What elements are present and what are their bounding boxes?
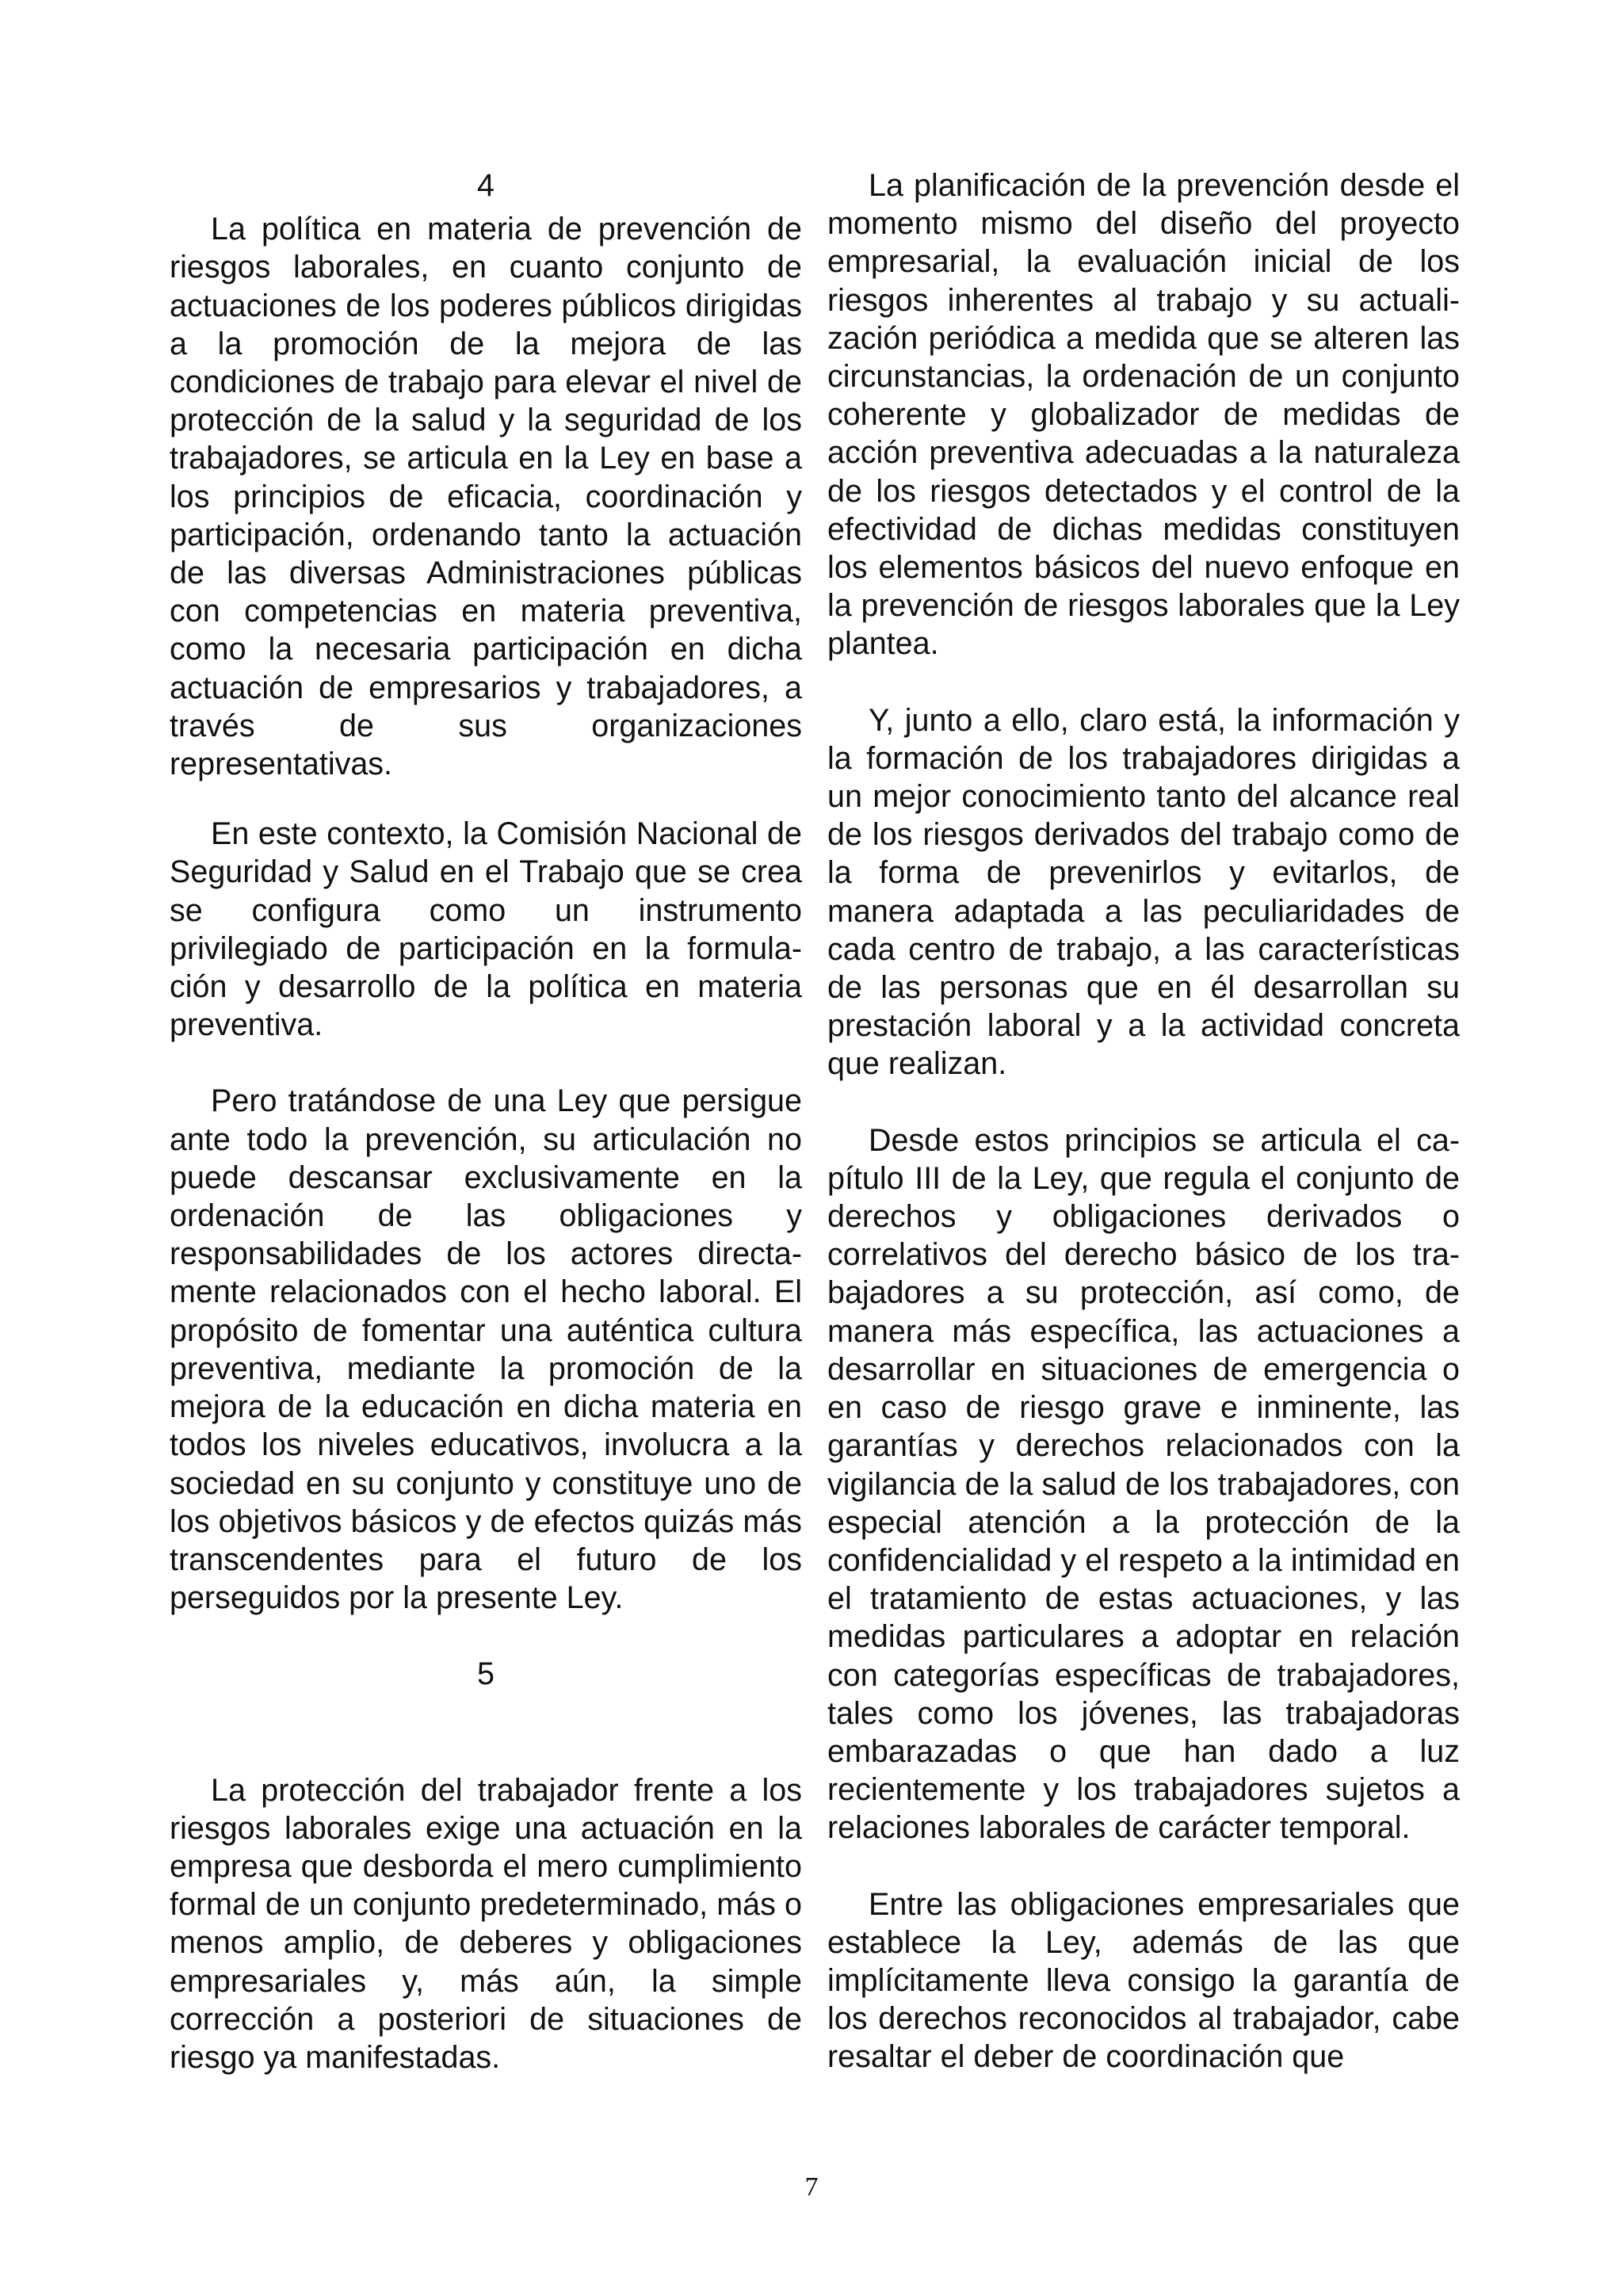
- section-heading-5: 5: [477, 1656, 495, 1692]
- right-column: [827, 166, 1460, 2076]
- paragraph-chapter-three: Desde estos principios se articula el capítulo III de la Ley, que regula el conjunto de derechos y obligaciones derivados o correlativos del derecho básico de los trabajadores a su protección, así como, de manera más específica, las actuaciones a desarrollar en situaciones de emergencia o en caso de riesgo grave e inminente, las garantías y derechos relacionados con la vigilancia de la salud de los trabajadores, con especial atención a la protección de la confidencialidad y el respeto a la intimidad en el tratamiento de estas actuaciones, y las medidas particulares a adoptar en relación con categorías específicas de trabajadores, tales como los jóvenes, las trabajadoras embarazadas o que han dado a luz recientemente y los trabajadores sujetos a relaciones laborales de carácter temporal.: [827, 1122, 1460, 1846]
- paragraph-information-training: Y, junto a ello, claro está, la información y la formación de los trabajadores dirigidas a un mejor conocimiento tanto del alcance real de los riesgos derivados del trabajo como de la forma de prevenirlos y evitarlos, de manera adaptada a las peculiaridades de cada centro de trabajo, a las características de las personas que en él desarrollan su prestación laboral y a la actividad concreta que realizan.: [827, 702, 1460, 1082]
- paragraph-employer-obligations: Entre las obligaciones empresariales que establece la Ley, además de las que implícitamente lleva consigo la garantía de los derechos reconocidos al trabajador, cabe resaltar el deber de coordinación que: [827, 1886, 1460, 2075]
- paragraph-worker-protection: La protección del trabajador frente a los riesgos laborales exige una actuación en la empresa que desborda el mero cumplimiento formal de un conjunto predeterminado, más o menos amplio, de deberes y obligaciones empresariales y, más aún, la simple corrección a posteriori de situaciones de riesgo ya manifestadas.: [170, 1772, 802, 2075]
- left-column: [170, 166, 802, 2076]
- section-heading-4: 4: [477, 168, 495, 203]
- paragraph-policy-principles: La política en materia de prevención de riesgos laborales, en cuanto conjunto de actuaciones de los poderes públicos dirigidas a la promoción de la mejora de las condiciones de trabajo para elevar el nivel de protección de la salud y la seguridad de los trabajadores, se articula en la Ley en base a los principios de eficacia, coordinación y participación, ordenando tanto la actuación de las diversas Administraciones públicas con competencias en materia preventiva, como la necesaria participación en dicha actuación de empresarios y trabajadores, a través de sus organizaciones representativas.: [170, 212, 802, 782]
- page-number: 7: [804, 2172, 819, 2202]
- paragraph-national-commission: En este contexto, la Comisión Nacional de Seguridad y Salud en el Trabajo que se crea se configura como un instrumento privilegiado de participación en la formulación y desarrollo de la política en materia preventiva.: [170, 816, 802, 1043]
- paragraph-preventive-culture: Pero tratándose de una Ley que persigue ante todo la prevención, su articulación no puede descansar exclusivamente en la ordenación de las obligaciones y responsabilidades de los actores directamente relacionados con el hecho laboral. El propósito de fomentar una auténtica cultura preventiva, mediante la promoción de la mejora de la educación en dicha materia en todos los niveles educativos, involucra a la sociedad en su conjunto y constituye uno de los objetivos básicos y de efectos quizás más transcendentes para el futuro de los perseguidos por la presente Ley.: [170, 1083, 802, 1616]
- paragraph-prevention-planning: La planificación de la prevención desde el momento mismo del diseño del proyecto empresarial, la evaluación inicial de los riesgos inherentes al trabajo y su actualización periódica a medida que se alteren las circunstancias, la ordenación de un conjunto coherente y globalizador de medidas de acción preventiva adecuadas a la naturaleza de los riesgos detectados y el control de la efectividad de dichas medidas constituyen los elementos básicos del nuevo enfoque en la prevención de riesgos laborales que la Ley plantea.: [827, 168, 1460, 662]
